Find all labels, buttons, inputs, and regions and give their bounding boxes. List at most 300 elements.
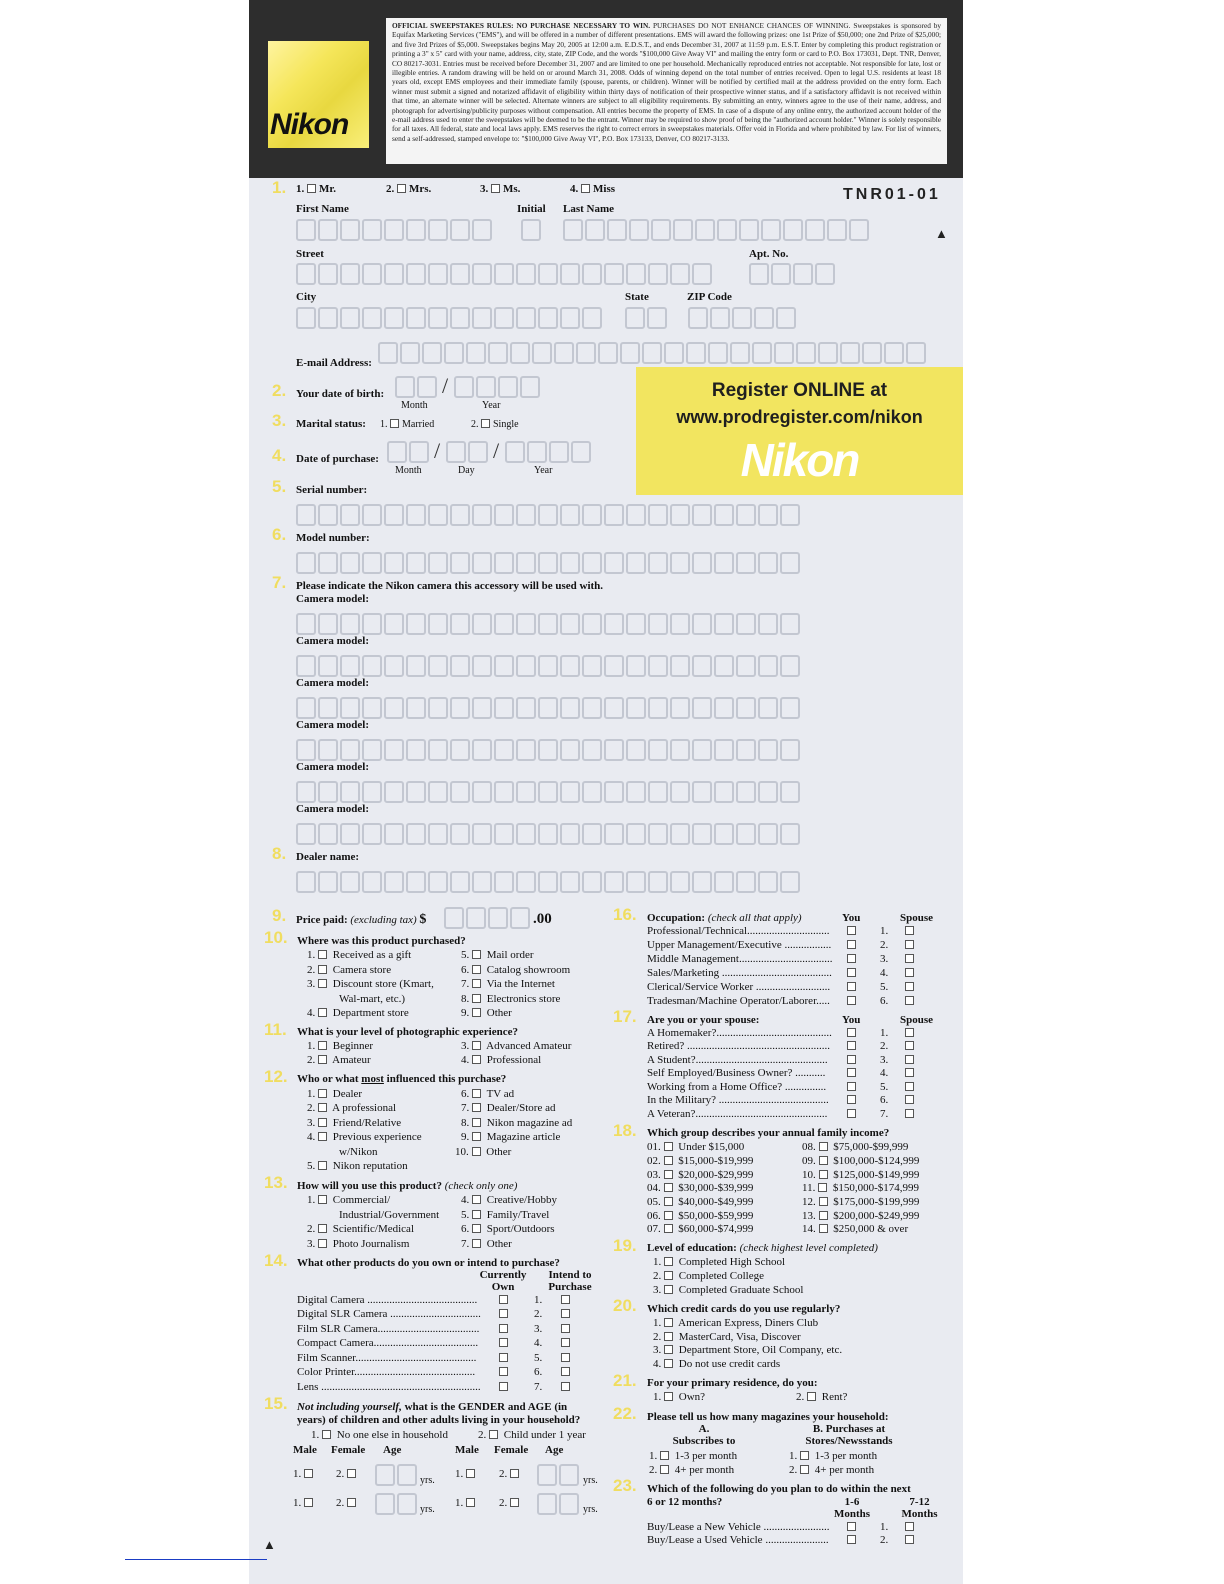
q16-number: 16. [613,905,637,924]
q12-opt-2[interactable]: 2. A professional [307,1102,397,1114]
camera-model-label: Camera model: [296,719,370,731]
purchase-year-field[interactable] [505,441,593,463]
checkbox-icon [318,965,327,974]
q10-opt-2[interactable]: 2. Camera store [307,964,392,976]
q17-you-header: You [842,1014,861,1026]
checkbox-icon [472,1210,481,1219]
q22-b-opt-2[interactable]: 2. 4+ per month [789,1464,875,1476]
q15-yrs: yrs. [420,1504,435,1515]
q14-own-checkbox[interactable] [499,1352,511,1364]
checkbox-icon [664,1170,673,1179]
q11-opt-3[interactable]: 3. Advanced Amateur [461,1040,572,1052]
q13-opt-5[interactable]: 5. Family/Travel [461,1209,550,1221]
checkbox-icon [664,1271,673,1280]
q12-opt-9[interactable]: 9. Magazine article [461,1131,561,1143]
zip-label: ZIP Code [687,291,732,303]
camera-model-field[interactable] [296,823,802,845]
q20-opt-4[interactable]: 4. Do not use credit cards [653,1358,781,1370]
q12-opt-4-cont: w/Nikon [339,1146,378,1158]
q12-opt-3[interactable]: 3. Friend/Relative [307,1117,402,1129]
q15-yrs: yrs. [583,1504,598,1515]
q14-intend-checkbox[interactable]: 7. [534,1381,573,1393]
q12-number: 12. [264,1067,288,1086]
checkbox-icon [499,1338,508,1347]
q17-spouse-checkbox[interactable]: 7. [880,1108,917,1120]
q15-child[interactable]: 2. Child under 1 year [478,1429,586,1441]
registration-card [249,0,963,1584]
checkbox-icon [499,1295,508,1304]
q22-b-opt-1[interactable]: 1. 1-3 per month [789,1450,878,1462]
register-online-banner [636,367,963,495]
checkbox-icon [847,968,856,977]
q19-opt-1[interactable]: 1. Completed High School [653,1256,786,1268]
checkbox-icon [905,1055,914,1064]
checkbox-icon [307,184,316,193]
q19-opt-2[interactable]: 2. Completed College [653,1270,764,1282]
checkbox-icon [847,1522,856,1531]
rules-title: OFFICIAL SWEEPSTAKES RULES: NO PURCHASE NECESSARY TO WIN. [392,21,651,30]
dob-year-caption: Year [482,400,501,411]
q16-you-checkbox[interactable] [847,925,859,937]
q17-spouse-checkbox[interactable]: 4. [880,1067,917,1079]
checkbox-icon [847,1055,856,1064]
q16-item: Sales/Marketing ........................................ [647,967,832,979]
q18-opt-10[interactable]: 10. $125,000-$149,999 [802,1169,920,1181]
checkbox-icon [472,965,481,974]
checkbox-icon [499,1367,508,1376]
q11-opt-4[interactable]: 4. Professional [461,1054,542,1066]
q15-female-checkbox[interactable]: 2. [336,1468,359,1480]
checkbox-icon [318,1132,327,1141]
dealer-field[interactable] [296,871,802,893]
q12-opt-6[interactable]: 6. TV ad [461,1088,515,1100]
nikon-logo [268,41,369,148]
q14-intend-checkbox[interactable]: 3. [534,1323,573,1335]
checkbox-icon [905,954,914,963]
checkbox-icon [499,1324,508,1333]
camera-model-label: Camera model: [296,593,370,605]
marital-label: Marital status: [296,418,366,430]
checkbox-icon [318,1008,327,1017]
checkbox-icon [466,1469,475,1478]
q17-you-checkbox[interactable] [847,1067,859,1079]
q16-spouse-checkbox[interactable]: 1. [880,925,917,937]
title-mr[interactable]: 1. Mr. [296,183,337,195]
checkbox-icon [510,1498,519,1507]
checkbox-icon [800,1465,809,1474]
camera-model-label: Camera model: [296,635,370,647]
link-underline [125,1559,267,1560]
price-field[interactable] [444,907,532,929]
q17-spouse-checkbox[interactable]: 3. [880,1054,917,1066]
q15-age-field[interactable] [537,1464,581,1486]
q23-7-12-checkbox[interactable]: 2. [880,1534,917,1546]
checkbox-icon [905,1109,914,1118]
q15-none[interactable]: 1. No one else in household [311,1429,448,1441]
first-name-field[interactable] [296,219,494,241]
q18-opt-11[interactable]: 11. $150,000-$174,999 [802,1182,920,1194]
checkbox-icon [819,1224,828,1233]
q13-opt-2[interactable]: 2. Scientific/Medical [307,1223,414,1235]
checkbox-icon [664,1156,673,1165]
serial-field[interactable] [296,504,802,526]
q18-opt-08[interactable]: 08. $75,000-$99,999 [802,1141,909,1153]
checkbox-icon [664,1224,673,1233]
street-label: Street [296,248,324,260]
q12-opt-4[interactable]: 4. Previous experience [307,1131,422,1143]
q22-col-b: B. Purchases at Stores/Newsstands [805,1423,893,1447]
q18-number: 18. [613,1121,637,1140]
form-code: TNR01-01 [843,186,941,203]
checkbox-icon [318,1103,327,1112]
checkbox-icon [660,1465,669,1474]
q10-opt-3[interactable]: 3. Discount store (Kmart, [307,978,434,990]
q12-opt-5[interactable]: 5. Nikon reputation [307,1160,408,1172]
q16-you-checkbox[interactable] [847,953,859,965]
checkbox-icon [664,1345,673,1354]
q17-you-checkbox[interactable] [847,1094,859,1106]
q10-opt-1[interactable]: 1. Received as a gift [307,949,412,961]
checkbox-icon [819,1197,828,1206]
q15-number: 15. [264,1394,288,1413]
q20-opt-2[interactable]: 2. MasterCard, Visa, Discover [653,1331,801,1343]
triangle-marker-icon: ▲ [935,226,948,241]
q19-label: Level of education: (check highest level completed) [647,1242,878,1254]
q21-own[interactable]: 1. Own? [653,1391,706,1403]
q10-opt-6[interactable]: 6. Catalog showroom [461,964,571,976]
purchase-day-caption: Day [458,465,475,476]
q14-intend-checkbox[interactable]: 5. [534,1352,573,1364]
promo-nikon-logo: Nikon [740,434,859,486]
q15-female-checkbox[interactable]: 2. [336,1497,359,1509]
checkbox-icon [664,1285,673,1294]
q18-opt-13[interactable]: 13. $200,000-$249,999 [802,1210,920,1222]
q14-own-checkbox[interactable] [499,1337,511,1349]
checkbox-icon [472,979,481,988]
q13-opt-6[interactable]: 6. Sport/Outdoors [461,1223,555,1235]
checkbox-icon [489,1430,498,1439]
checkbox-icon [318,1195,327,1204]
checkbox-icon [318,1041,327,1050]
checkbox-icon [472,950,481,959]
q16-item: Clerical/Service Worker ........................... [647,981,831,993]
checkbox-icon [847,926,856,935]
q17-you-checkbox[interactable] [847,1108,859,1120]
q14-intend-checkbox[interactable]: 6. [534,1366,573,1378]
checkbox-icon [664,1318,673,1327]
apt-field[interactable] [749,263,837,285]
q12-opt-7[interactable]: 7. Dealer/Store ad [461,1102,556,1114]
title-miss[interactable]: 4. Miss [570,183,615,195]
q23-1-6-checkbox[interactable] [847,1521,859,1533]
checkbox-icon [318,1118,327,1127]
q12-opt-10[interactable]: 10. Other [455,1146,512,1158]
checkbox-icon [318,1089,327,1098]
title-mrs[interactable]: 2. Mrs. [386,183,432,195]
checkbox-icon [664,1332,673,1341]
q4-number: 4. [272,446,287,465]
checkbox-icon [472,1147,481,1156]
q15-female-header: Female [331,1444,366,1456]
checkbox-icon [318,950,327,959]
q16-spouse-checkbox[interactable]: 4. [880,967,917,979]
checkbox-icon [664,1197,673,1206]
q17-spouse-checkbox[interactable]: 6. [880,1094,917,1106]
purchase-day-field[interactable] [446,441,490,463]
q17-spouse-checkbox[interactable]: 2. [880,1040,917,1052]
q3-number: 3. [272,411,287,430]
logo-wordmark: Nikon [270,108,349,141]
q15-yrs: yrs. [420,1475,435,1486]
checkbox-icon [664,1142,673,1151]
q17-item: In the Military? ........................................ [647,1094,829,1106]
q16-you-checkbox[interactable] [847,981,859,993]
checkbox-icon [318,1239,327,1248]
checkbox-icon [818,1183,827,1192]
date-slash: / [442,373,449,398]
q16-label: Occupation: (check all that apply) [647,912,802,924]
q14-col-own: Currently Own [479,1269,527,1293]
q15-age-field[interactable] [375,1493,419,1515]
purchase-date-label: Date of purchase: [296,453,379,465]
q17-spouse-header: Spouse [900,1014,934,1026]
checkbox-icon [561,1367,570,1376]
q16-item: Middle Management.................................. [647,953,833,965]
q14-own-checkbox[interactable] [499,1381,511,1393]
q14-intend-checkbox[interactable]: 4. [534,1337,573,1349]
email-field[interactable] [378,342,928,364]
marital-single[interactable]: 2. Single [471,419,519,430]
q16-you-checkbox[interactable] [847,995,859,1007]
q15-label-cont: years) of children and other adults living in your household? [297,1414,581,1426]
dealer-label: Dealer name: [296,851,360,863]
serial-label: Serial number: [296,484,368,496]
checkbox-icon [800,1451,809,1460]
q15-male-checkbox[interactable]: 1. [455,1497,478,1509]
price-cents: .00 [533,911,552,927]
q23-7-12-checkbox[interactable]: 1. [880,1521,917,1533]
q19-opt-3[interactable]: 3. Completed Graduate School [653,1284,804,1296]
model-field[interactable] [296,552,802,574]
checkbox-icon [905,926,914,935]
q15-age-header: Age [545,1444,564,1456]
q17-you-checkbox[interactable] [847,1027,859,1039]
q16-you-checkbox[interactable] [847,967,859,979]
q12-opt-8[interactable]: 8. Nikon magazine ad [461,1117,573,1129]
camera-model-field[interactable] [296,739,802,761]
q17-you-checkbox[interactable] [847,1040,859,1052]
checkbox-icon [807,1392,816,1401]
q15-male-checkbox[interactable]: 1. [293,1497,316,1509]
state-field[interactable] [625,307,669,329]
checkbox-icon [581,184,590,193]
checkbox-icon [397,184,406,193]
q15-age-field[interactable] [537,1493,581,1515]
q14-own-checkbox[interactable] [499,1323,511,1335]
checkbox-icon [905,968,914,977]
checkbox-icon [664,1211,673,1220]
q10-opt-4[interactable]: 4. Department store [307,1007,409,1019]
q14-item: Color Printer............................................ [297,1366,476,1378]
q7-number: 7. [272,573,287,592]
checkbox-icon [847,954,856,963]
q22-a-opt-2[interactable]: 2. 4+ per month [649,1464,735,1476]
q14-own-checkbox[interactable] [499,1366,511,1378]
purchase-month-field[interactable] [387,441,431,463]
q11-opt-2[interactable]: 2. Amateur [307,1054,371,1066]
last-name-label: Last Name [563,203,615,215]
checkbox-icon [561,1382,570,1391]
q13-opt-3[interactable]: 3. Photo Journalism [307,1238,410,1250]
checkbox-icon [472,1224,481,1233]
q13-opt-4[interactable]: 4. Creative/Hobby [461,1194,558,1206]
q16-spouse-header: Spouse [900,912,934,924]
checkbox-icon [561,1309,570,1318]
q17-item: Working from a Home Office? ............... [647,1081,827,1093]
checkbox-icon [905,1028,914,1037]
camera-model-field[interactable] [296,697,802,719]
q14-item: Compact Camera...................................... [297,1337,479,1349]
q21-rent[interactable]: 2. Rent? [796,1391,848,1403]
q23-1-6-checkbox[interactable] [847,1534,859,1546]
q10-opt-9[interactable]: 9. Other [461,1007,512,1019]
q15-male-header: Male [293,1444,317,1456]
email-label: E-mail Address: [296,357,372,369]
checkbox-icon [905,1041,914,1050]
dob-year-field[interactable] [454,376,542,398]
q15-male-checkbox[interactable]: 1. [293,1468,316,1480]
q14-intend-checkbox[interactable]: 2. [534,1308,573,1320]
q16-you-checkbox[interactable] [847,939,859,951]
q22-label: Please tell us how many magazines your household: [647,1411,889,1423]
checkbox-icon [472,1089,481,1098]
q10-opt-8[interactable]: 8. Electronics store [461,993,561,1005]
q11-number: 11. [264,1020,287,1039]
q18-opt-03[interactable]: 03. $20,000-$29,999 [647,1169,754,1181]
q14-intend-checkbox[interactable]: 1. [534,1294,573,1306]
street-field[interactable] [296,263,714,285]
q15-age-field[interactable] [375,1464,419,1486]
q12-opt-1[interactable]: 1. Dealer [307,1088,363,1100]
q18-opt-01[interactable]: 01. Under $15,000 [647,1141,745,1153]
q11-opt-1[interactable]: 1. Beginner [307,1040,374,1052]
camera-model-field[interactable] [296,655,802,677]
q17-spouse-checkbox[interactable]: 1. [880,1027,917,1039]
q16-spouse-checkbox[interactable]: 6. [880,995,917,1007]
checkbox-icon [819,1211,828,1220]
q14-item: Digital Camera ........................................ [297,1294,478,1306]
q16-spouse-checkbox[interactable]: 5. [880,981,917,993]
q14-own-checkbox[interactable] [499,1308,511,1320]
register-url[interactable]: www.prodregister.com/nikon [676,407,923,427]
q18-opt-05[interactable]: 05. $40,000-$49,999 [647,1196,754,1208]
title-ms[interactable]: 3. Ms. [480,183,521,195]
camera-question: Please indicate the Nikon camera this accessory will be used with. [296,580,604,592]
checkbox-icon [472,1132,481,1141]
camera-model-label: Camera model: [296,761,370,773]
q18-opt-07[interactable]: 07. $60,000-$74,999 [647,1223,754,1235]
q10-opt-7[interactable]: 7. Via the Internet [461,978,555,990]
q14-item: Lens .......................................................... [297,1381,481,1393]
camera-model-label: Camera model: [296,803,370,815]
q18-opt-06[interactable]: 06. $50,000-$59,999 [647,1210,754,1222]
q15-male-checkbox[interactable]: 1. [455,1468,478,1480]
initial-label: Initial [517,203,546,215]
q20-opt-3[interactable]: 3. Department Store, Oil Company, etc. [653,1344,843,1356]
checkbox-icon [318,1161,327,1170]
camera-model-field[interactable] [296,781,802,803]
q20-opt-1[interactable]: 1. American Express, Diners Club [653,1317,819,1329]
q17-you-checkbox[interactable] [847,1081,859,1093]
city-field[interactable] [296,307,604,329]
q18-opt-12[interactable]: 12. $175,000-$199,999 [802,1196,920,1208]
checkbox-icon [347,1469,356,1478]
checkbox-icon [847,1109,856,1118]
checkbox-icon [847,1535,856,1544]
q16-item: Upper Management/Executive ................. [647,939,832,951]
q17-spouse-checkbox[interactable]: 5. [880,1081,917,1093]
header-band [249,0,963,178]
dob-month-field[interactable] [395,376,439,398]
marital-married[interactable]: 1. Married [380,419,435,430]
last-name-field[interactable] [563,219,871,241]
checkbox-icon [472,1118,481,1127]
q17-item: A Student?................................................ [647,1054,828,1066]
q14-col-intend: Intend to Purchase [548,1269,592,1293]
checkbox-icon [318,1055,327,1064]
q15-female-checkbox[interactable]: 2. [499,1468,522,1480]
q17-item: Retired? .................................................... [647,1040,831,1052]
purchase-year-caption: Year [534,465,553,476]
q14-label: What other products do you own or intend to purchase? [297,1257,560,1269]
q22-a-opt-1[interactable]: 1. 1-3 per month [649,1450,738,1462]
q20-number: 20. [613,1296,637,1315]
q13-opt-7[interactable]: 7. Other [461,1238,512,1250]
zip-field[interactable] [688,307,798,329]
q18-opt-09[interactable]: 09. $100,000-$124,999 [802,1155,920,1167]
q14-item: Film SLR Camera..................................... [297,1323,480,1335]
camera-model-field[interactable] [296,613,802,635]
purchase-month-caption: Month [395,465,422,476]
q21-number: 21. [613,1371,637,1390]
q16-spouse-checkbox[interactable]: 3. [880,953,917,965]
q13-opt-1[interactable]: 1. Commercial/ [307,1194,391,1206]
q16-spouse-checkbox[interactable]: 2. [880,939,917,951]
q16-item: Professional/Technical.............................. [647,925,830,937]
q18-opt-02[interactable]: 02. $15,000-$19,999 [647,1155,754,1167]
checkbox-icon [491,184,500,193]
q15-yrs: yrs. [583,1475,598,1486]
q23-label-cont: 6 or 12 months? [647,1496,723,1508]
q18-opt-04[interactable]: 04. $30,000-$39,999 [647,1182,754,1194]
q14-item: Digital SLR Camera ................................. [297,1308,481,1320]
checkbox-icon [847,996,856,1005]
checkbox-icon [304,1498,313,1507]
q10-opt-5[interactable]: 5. Mail order [461,949,534,961]
checkbox-icon [905,1535,914,1544]
q18-opt-14[interactable]: 14. $250,000 & over [802,1223,909,1235]
rules-body: PURCHASES DO NOT ENHANCE CHANCES OF WINNING. Sweepstakes is sponsored by Equifax Marketing Services ("EMS"), and will be offered in a number of different presentations. EMS will award the following prizes: one 1st Prize of $50,000; one 2nd Prize of $25,000; and five 3rd Prizes of $5,000. Sweepstakes begins May 20, 2005 at 12:00 a.m. E.D.S.T., and ends December 31, 2007 at 11:59 p.m. E.S.T. Enter by completing this product registration or printing a 3" x 5" card with your name, address, city, state, ZIP Code, and the words "$100,000 Give Away VI" and mailing the entry form or card to P.O. Box 173031, Dept. TNR, Denver, CO 80217-3031. Entries must be received before December 31, 2007 and are limited to one per household. Mechanically reproduced entries not acceptable. Not responsible for late, lost or illegible entries. A random drawing will be held on or around March 31, 2008. Odds of winning depend on the total number of entries received. Open to legal U.S. residents at least 18 years old, except EMS employees and their immediate family (spouse, parents, or children). Winner will be notified by certified mail at the address provided on the entry form. Each winner must submit a signed and notarized affidavit of eligibility within thirty days of notification of their prospective winner status, and if a satisfactory affidavit is not received within that time, an alternate winner will be selected. Alternate winners are subject to all eligibility requirements. By submitting an entry, winners agree to the use of their name, address, and photograph for advertising/publicity purposes without compensation. All entries become the property of EMS. In case of a dispute of any online entry, the authorized account holder of the e-mail address used to enter the sweepstakes will be deemed to be the entrant. Winner may be required to show proof of being the "authorized account holder." Winner is solely responsible for all taxes. All federal, state and local laws apply. EMS reserves the right to correct errors in sweepstakes materials. Offer void in Florida and where prohibited by law. For list of winners, send a self-addressed, stamped envelope to: "$100,000 Give Away VI", P.O. Box 173133, Denver, CO 80217-3133. [392,21,942,143]
q15-female-checkbox[interactable]: 2. [499,1497,522,1509]
initial-field[interactable] [521,219,543,241]
q17-you-checkbox[interactable] [847,1054,859,1066]
checkbox-icon [905,940,914,949]
triangle-marker-icon: ▲ [263,1537,276,1552]
q16-you-header: You [842,912,861,924]
q14-own-checkbox[interactable] [499,1294,511,1306]
camera-model-label: Camera model: [296,677,370,689]
q5-number: 5. [272,477,287,496]
